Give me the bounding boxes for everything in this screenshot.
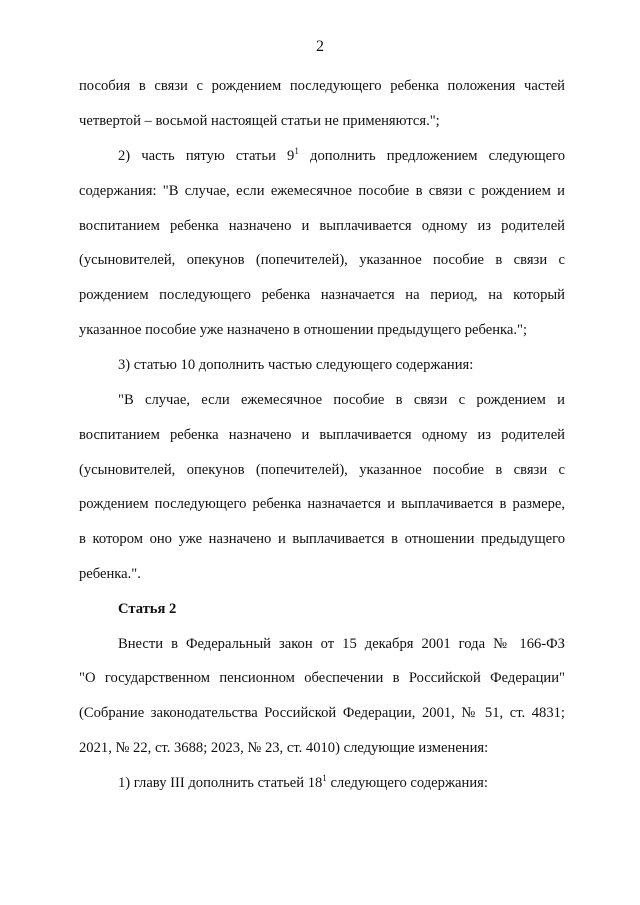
text-line: 3) статью 10 дополнить частью следующего содержания: (118, 357, 474, 373)
text-line: 2021, № 22, ст. 3688; 2023, № 23, ст. 4010) следующие изменения: (79, 740, 489, 756)
text-line: пособия в связи с рождением последующего ребенка положения частей (79, 78, 565, 94)
text-line: четвертой – восьмой настоящей статьи не применяются."; (79, 113, 440, 129)
text-line (118, 148, 565, 165)
text-segment: 2) часть пятую статьи 9 (118, 148, 295, 164)
text-line: рождением последующего ребенка назначается на период, на который (79, 287, 565, 303)
text-line: (усыновителей, опекунов (попечителей), указанное пособие в связи с (79, 462, 565, 478)
superscript: 1 (322, 773, 327, 783)
article-heading: Статья 2 (118, 601, 177, 617)
text-line: (Собрание законодательства Российской Федерации, 2001, № 51, ст. 4831; (79, 705, 565, 721)
text-line: воспитанием ребенка назначено и выплачивается одному из родителей (79, 427, 565, 443)
text-line: "В случае, если ежемесячное пособие в связи с рождением и (118, 392, 565, 408)
text-line: в котором оно уже назначено и выплачивается в отношении предыдущего (79, 531, 565, 547)
text-line: Внести в Федеральный закон от 15 декабря 2001 года № 166-ФЗ (118, 636, 565, 652)
text-line: (усыновителей, опекунов (попечителей), указанное пособие в связи с (79, 252, 565, 268)
text-line (118, 775, 488, 792)
superscript: 1 (294, 146, 299, 156)
text-line: ребенка.". (79, 566, 141, 582)
text-line: рождением последующего ребенка назначается и выплачивается в размере, (79, 496, 565, 512)
text-line: "О государственном пенсионном обеспечении в Российской Федерации" (79, 670, 565, 686)
text-line: воспитанием ребенка назначено и выплачивается одному из родителей (79, 218, 565, 234)
text-segment: дополнить предложением следующего (298, 148, 565, 164)
text-line: содержания: "В случае, если ежемесячное пособие в связи с рождением и (79, 183, 565, 199)
text-segment: 1) главу III дополнить статьей 18 (118, 775, 323, 791)
page-number: 2 (316, 38, 324, 55)
text-line: указанное пособие уже назначено в отношении предыдущего ребенка."; (79, 322, 528, 338)
text-segment: следующего содержания: (326, 775, 488, 791)
